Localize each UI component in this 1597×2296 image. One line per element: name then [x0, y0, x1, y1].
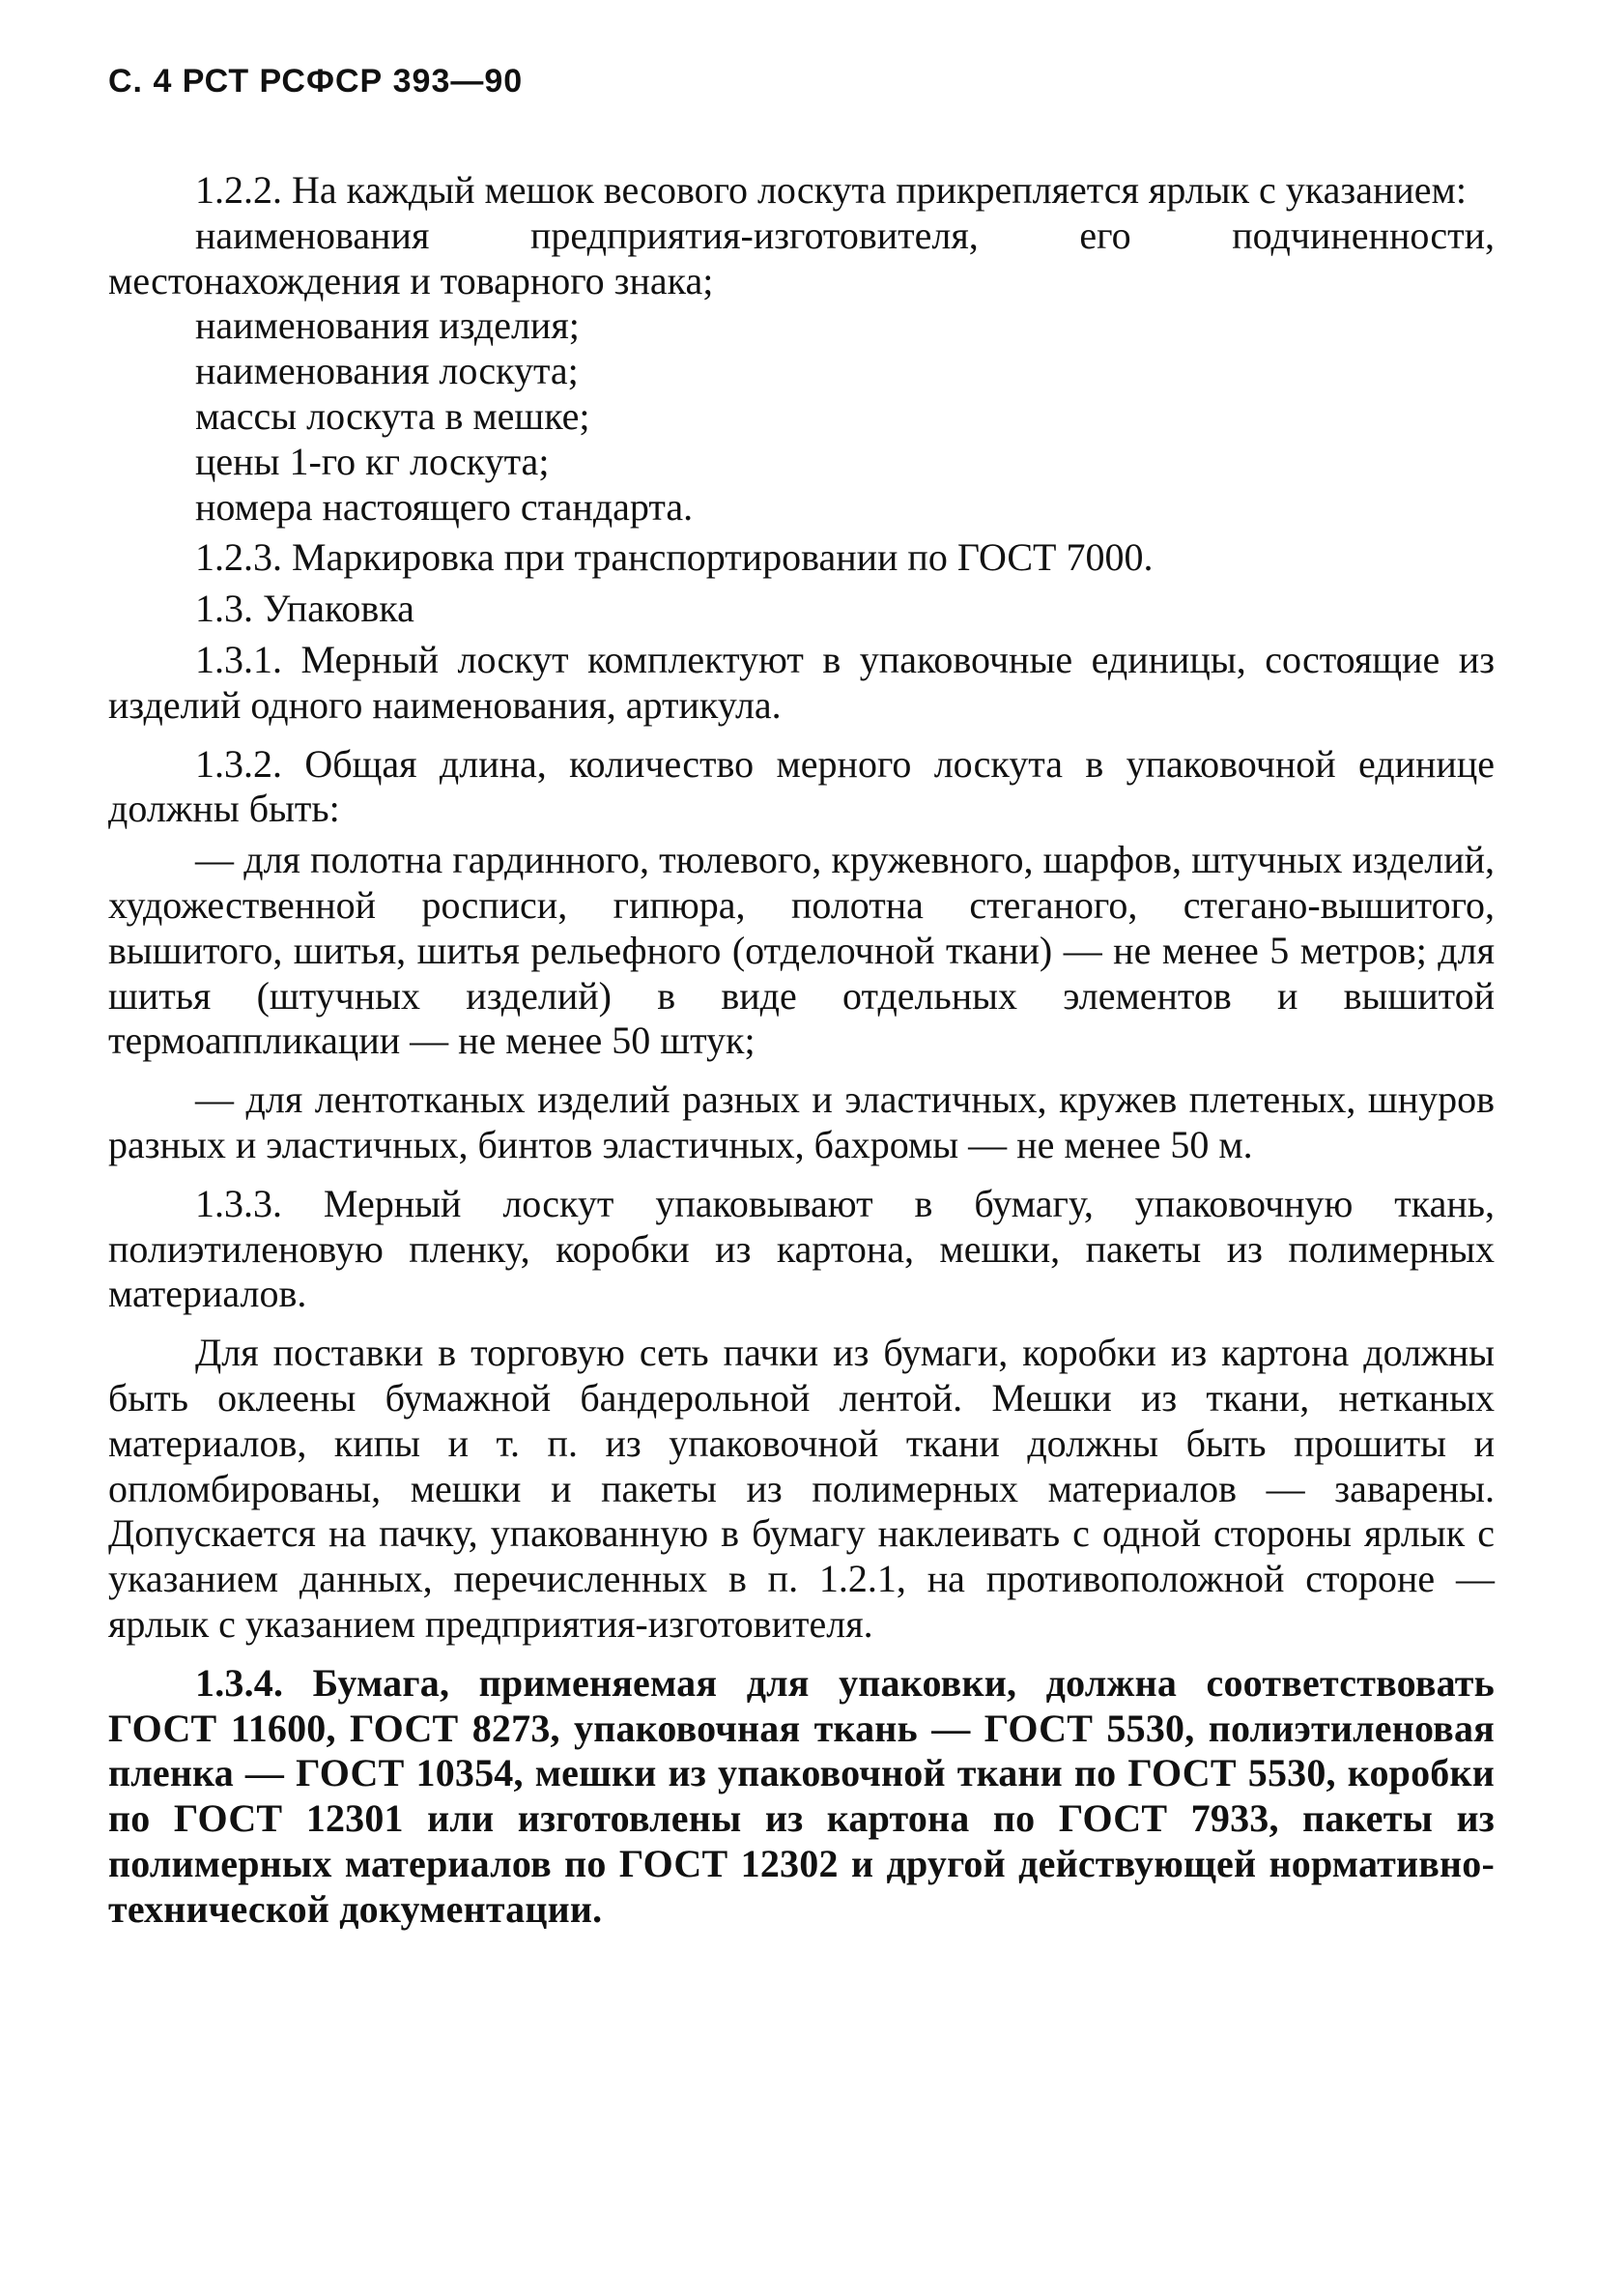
paragraph-1-3-2-a: — для полотна гардинного, тюлевого, кружевного, шарфов, штучных изделий, художественной росписи, гипюра, полотна стеганого, стегано-вышитого, вышитого, шитья, шитья рельефного (отделочной ткани) — не менее 5 метров; для шитья (штучных изделий) в виде отдельных элементов и вышитой термоаппликации — не менее 50 штук; [108, 838, 1495, 1063]
list-item: наименования изделия; [195, 303, 580, 348]
paragraph-1-2-3: 1.2.3. Маркировка при транспортировании по ГОСТ 7000. [195, 535, 1154, 580]
list-item: наименования предприятия-изготовителя, его подчиненности, местонахождения и товарного знака; [108, 213, 1495, 302]
list-item: массы лоскута в мешке; [195, 393, 590, 438]
paragraph-1-3-2-b: — для лентотканых изделий разных и эластичных, кружев плетеных, шнуров разных и эластичных, бинтов эластичных, бахромы — не менее 50 м. [108, 1077, 1495, 1166]
paragraph-1-3-3: 1.3.3. Мерный лоскут упаковывают в бумагу, упаковочную ткань, полиэтиленовую пленку, коробки из картона, мешки, пакеты из полимерных материалов. [108, 1181, 1495, 1316]
paragraph-1-3-1: 1.3.1. Мерный лоскут комплектуют в упаковочные единицы, состоящие из изделий одного наименования, артикула. [108, 637, 1495, 727]
list-item: номера настоящего стандарта. [195, 484, 694, 529]
paragraph-1-3-4: 1.3.4. Бумага, применяемая для упаковки, должна соответствовать ГОСТ 11600, ГОСТ 8273, упаковочная ткань — ГОСТ 5530, полиэтиленовая пленка — ГОСТ 10354, мешки из упаковочной ткани по ГОСТ 5530, коробки по ГОСТ 12301 или изготовлены из картона по ГОСТ 7933, пакеты из полимерных материалов по ГОСТ 12302 и другой действующей нормативно-технической документации. [108, 1660, 1495, 1931]
list-item: цены 1-го кг лоскута; [195, 439, 550, 483]
paragraph-1-2-2: 1.2.2. На каждый мешок весового лоскута прикрепляется ярлык с указанием: [195, 168, 1467, 212]
document-page [108, 58, 1495, 1932]
list-item: наименования лоскута; [195, 349, 579, 393]
paragraph-1-3-2: 1.3.2. Общая длина, количество мерного лоскута в упаковочной единице должны быть: [108, 741, 1495, 831]
page-header: С. 4 РСТ РСФСР 393—90 [108, 63, 524, 100]
section-heading-1-3: 1.3. Упаковка [195, 587, 414, 631]
paragraph-1-3-3-b: Для поставки в торговую сеть пачки из бумаги, коробки из картона должны быть оклеены бумажной бандерольной лентой. Мешки из ткани, нетканых материалов, кипы и т. п. из упаковочной ткани должны быть прошиты и опломбированы, мешки и пакеты из полимерных материалов — заварены. Допускается на пачку, упакованную в бумагу наклеивать с одной стороны ярлык с указанием данных, перечисленных в п. 1.2.1, на противоположной стороне — ярлык с указанием предприятия-изготовителя. [108, 1331, 1495, 1646]
